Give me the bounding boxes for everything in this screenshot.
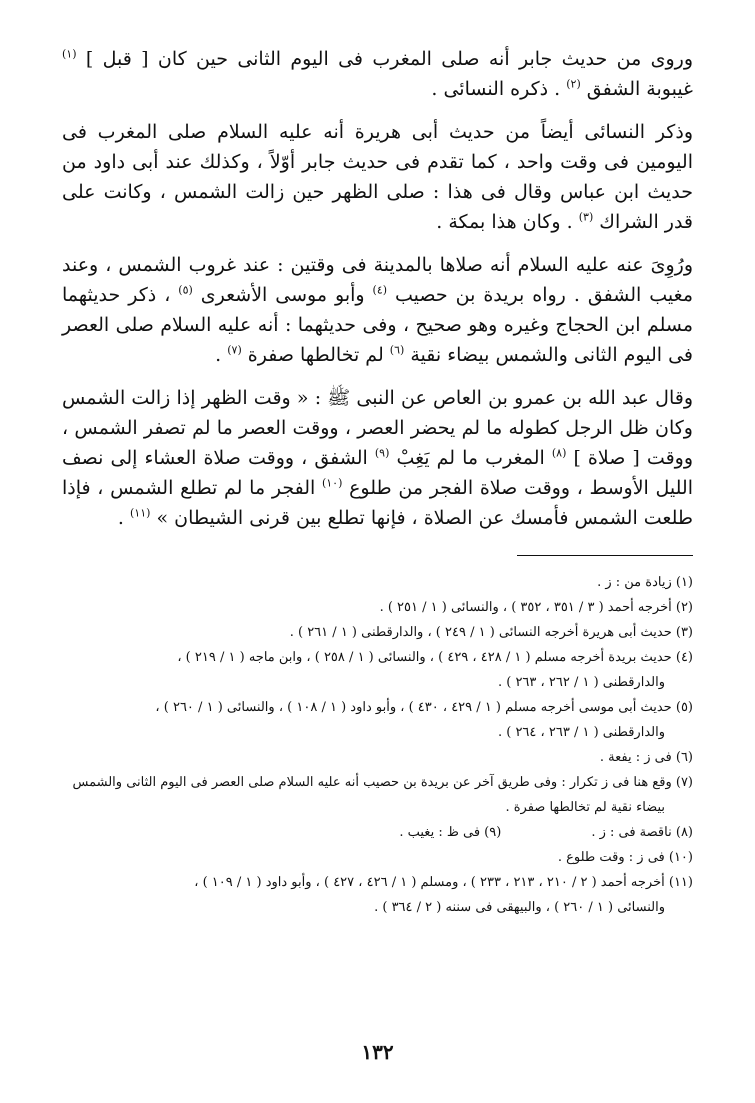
footnote-ref-2: (٢) — [566, 77, 581, 91]
paragraph-3: ورُوِىَ عنه عليه السلام أنه صلاها بالمدينة فى وقتين : عند غروب الشمس ، وعند مغيب الشفق . رواه بريدة بن حصيب $^{(٤)}$ وأبو موسى الأشعرى $^{(٥)}$ ، ذكر حديثهما مسلم ابن الحجاج وغيره وهو صحيح ، وفى حديثهما : أنه عليه السلام صلى العصر فى اليوم الثانى والشمس بيضاء نقية $^{(٦)}$ لم تخالطها صفرة $^{(٧)}$ . — [62, 254, 693, 366]
footnote-ref-6: (٦) — [389, 343, 405, 357]
footnote-3: (٣) حديث أبى هريرة أخرجه النسائى ( ١ / ٢٤٩ ) ، والدارقطنى ( ١ / ٢٦١ ) . — [289, 625, 693, 640]
paragraph-4: وقال عبد الله بن عمرو بن العاص عن النبى ﷺ : « وقت الظهر إذا زالت الشمس وكان ظل الرجل كطوله ما لم يحضر العصر ، ووقت العصر ما لم تصفر الشمس ، ووقت [ صلاة ] $^{(٨)}$ المغرب ما لم يَغِبْ $^{(٩)}$ الشفق ، ووقت صلاة العشاء إلى نصف الليل الأوسط ، ووقت صلاة الفجر من طلوع $^{(١٠)}$ الفجر ما لم تطلع الشمس ، فإذا طلعت الشمس فأمسك عن الصلاة ، فإنها تطلع بين قرنى الشيطان » $^{(١١)}$ . — [62, 387, 693, 529]
page-number: ١٣٢ — [361, 1040, 394, 1064]
footnote-7: (٧) وقع هنا فى ز تكرار : وفى طريق آخر عن بريدة بن حصيب أنه عليه السلام صلى العصر فى اليوم الثانى والشمس — [72, 775, 693, 790]
footnote-ref-7: (٧) — [227, 343, 242, 357]
paragraph-1: وروى من حديث جابر أنه صلى المغرب فى اليوم الثانى حين كان [ قبل ] $^{(١)}$ غيبوبة الشفق $^{(٢)}$ . ذكره النسائى . — [62, 47, 693, 100]
footnote-ref-11: (١١) — [130, 506, 151, 520]
footnotes — [62, 572, 693, 919]
footnote-5-continued: والدارقطنى ( ١ / ٢٦٣ ، ٢٦٤ ) . — [497, 725, 665, 740]
footnote-6: (٦) فى ز : يفعة . — [599, 750, 693, 765]
main-text — [62, 44, 693, 533]
footnote-8-9-row — [62, 822, 693, 844]
footnote-separator — [517, 555, 693, 556]
footnote-10: (١٠) فى ز : وقت طلوع . — [557, 850, 693, 865]
footnote-9: (٩) فى ظ : يغيب . — [399, 825, 502, 840]
footnote-11: (١١) أخرجه أحمد ( ٢ / ٢١٠ ، ٢١٣ ، ٢٣٣ ) ، ومسلم ( ١ / ٤٢٦ ، ٤٢٧ ) ، وأبو داود ( ١ / ١٠٩ ) ، — [194, 875, 693, 890]
footnote-ref-10: (١٠) — [321, 476, 343, 490]
footnote-5: (٥) حديث أبى موسى أخرجه مسلم ( ١ / ٤٢٩ ، ٤٣٠ ) ، وأبو داود ( ١ / ١٠٨ ) ، والنسائى ( ١ / ٢٦٠ ) ، — [155, 700, 693, 715]
footnote-8: (٨) ناقصة فى : ز . — [591, 825, 693, 840]
footnote-4: (٤) حديث بريدة أخرجه مسلم ( ١ / ٤٢٨ ، ٤٢٩ ) ، والنسائى ( ١ / ٢٥٨ ) ، وابن ماجه ( ١ / ٢١٩ ) ، — [177, 650, 693, 665]
footnote-ref-5: (٥) — [178, 283, 193, 297]
footnote-ref-3: (٣) — [578, 210, 594, 224]
footnote-2: (٢) أخرجه أحمد ( ٣ / ٣٥١ ، ٣٥٢ ) ، والنسائى ( ١ / ٢٥١ ) . — [379, 600, 693, 615]
footnote-4-continued: والدارقطنى ( ١ / ٢٦٢ ، ٢٦٣ ) . — [497, 675, 665, 690]
footnote-ref-8: (٨) — [551, 446, 567, 460]
footnote-1: (١) زيادة من : ز . — [597, 575, 693, 590]
paragraph-2: وذكر النسائى أيضاً من حديث أبى هريرة أنه عليه السلام صلى المغرب فى اليومين فى وقت واحد ، كما تقدم فى حديث جابر أوّلاً ، وكذلك عند أبى داود من حديث ابن عباس وقال فى هذا : صلى الظهر حين زالت الشمس ، وكانت على قدر الشراك $^{(٣)}$ . وكان هذا بمكة . — [62, 121, 693, 233]
book-page — [62, 44, 693, 1083]
footnote-7-continued: بيضاء نقية لم تخالطها صفرة . — [505, 800, 665, 815]
footnote-11-continued: والنسائى ( ١ / ٢٦٠ ) ، والبيهقى فى سننه ( ٢ / ٣٦٤ ) . — [374, 900, 665, 915]
footnote-ref-9: (٩) — [374, 446, 390, 460]
footnote-ref-4: (٤) — [372, 283, 388, 297]
footnote-ref-1: (١) — [62, 47, 77, 61]
